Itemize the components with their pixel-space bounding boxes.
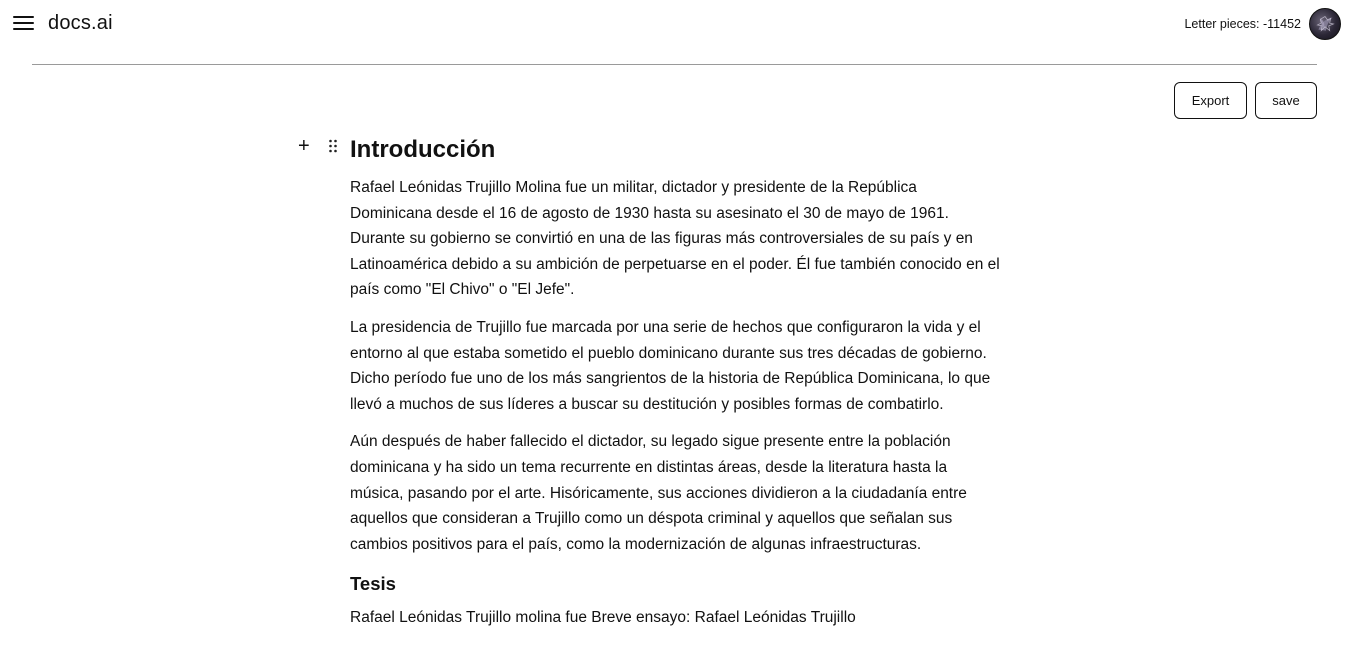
plus-icon[interactable]: + [298, 135, 310, 157]
drag-handle-icon[interactable] [328, 139, 338, 153]
document-paragraph[interactable]: La presidencia de Trujillo fue marcada por una serie de hechos que configuraron la vida y el entorno al que estaba sometido el pueblo dominicano durante sus tres décadas de gobierno. Dicho período fue uno de los más sangrientos de la historia de República Dominicana, lo que llevó a muchos de sus líderes a buscar su destitución y posibles formas de combatirlo. [350, 318, 991, 413]
document-heading[interactable]: Introducción [350, 136, 496, 163]
save-button[interactable]: save [1255, 82, 1317, 119]
block-controls [298, 137, 342, 157]
avatar-image [1310, 9, 1340, 39]
menu-line [13, 28, 34, 30]
letter-pieces-counter: Letter pieces: -11452 [1184, 17, 1301, 31]
document-editor[interactable] [350, 134, 1000, 643]
top-bar [0, 0, 1349, 50]
menu-line [13, 22, 34, 24]
export-button[interactable]: Export [1174, 82, 1247, 119]
hamburger-menu-icon[interactable] [13, 14, 35, 34]
document-paragraph[interactable]: Rafael Leónidas Trujillo molina fue Breve ensayo: Rafael Leónidas Trujillo [350, 609, 856, 627]
document-paragraph[interactable]: Rafael Leónidas Trujillo Molina fue un militar, dictador y presidente de la República Dominicana desde el 16 de agosto de 1930 hasta su asesinato el 30 de mayo de 1961. Durante su gobierno se convirtió en una de las figuras más controversiales de su país y en Latinoamérica debido a su ambición de perpetuarse en el poder. Él fue también conocido en el país como "El Chivo" o "El Jefe". [350, 179, 1000, 299]
user-avatar[interactable] [1309, 8, 1341, 40]
document-subheading[interactable]: Tesis [350, 573, 396, 595]
document-paragraph[interactable]: Aún después de haber fallecido el dictador, su legado sigue presente entre la población dominicana y ha sido un tema recurrente en distintas áreas, desde la literatura hasta la música, pasando por el arte. Hisóricamente, sus acciones dividieron a la ciudadanía entre aquellos que consideran a Trujillo como un déspota criminal y aquellos que señalan sus cambios positivos para el país, como la modernización de algunas infraestructuras. [350, 433, 967, 553]
app-title[interactable]: docs.ai [48, 12, 113, 34]
header-divider [32, 64, 1317, 65]
menu-line [13, 16, 34, 18]
